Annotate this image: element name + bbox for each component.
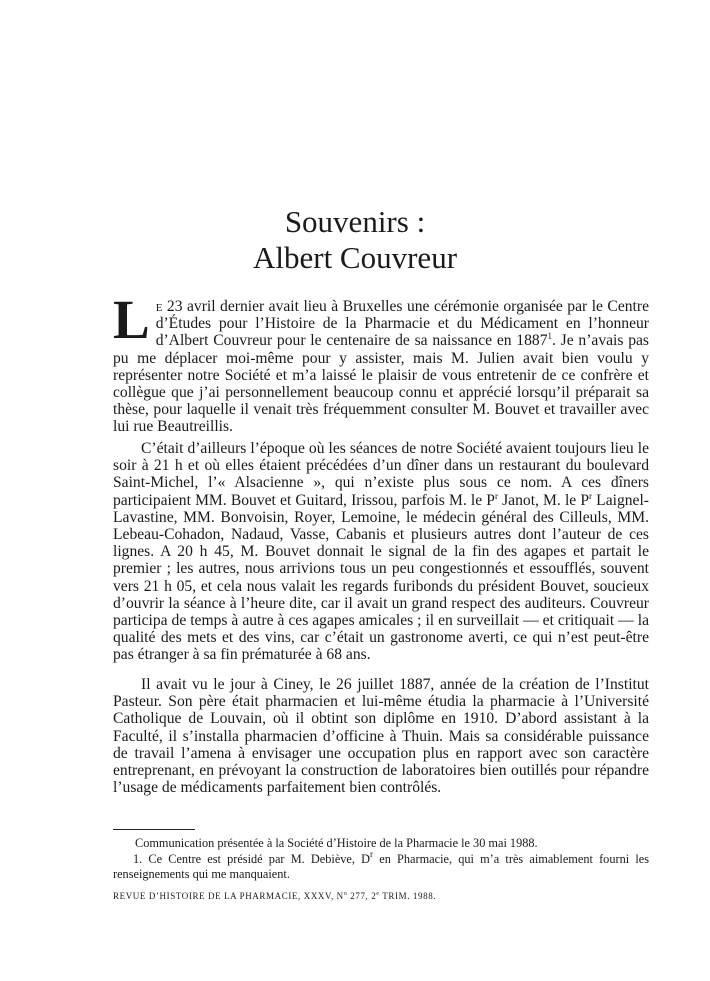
- journal-text-c: TRIM. 1988.: [379, 891, 437, 901]
- journal-text-b: 277, 2: [347, 891, 377, 901]
- superscript: r: [589, 490, 593, 501]
- paragraph-1-text-after: . Je n’avais pas pu me déplacer moi-même pour y assister, mais M. Julien avait bien voulu y représenter notre Société et m’a laissé le plaisir de vous entretenir de ce confrère et collègue que j’ai personnellement beaucoup connu et apprécié lorsqu’il préparait sa thèse, pour laquelle il venait très fréquemment consulter M. Bouvet et travailler avec lui rue Beautreillis.: [113, 332, 649, 436]
- paragraph-2: [113, 440, 649, 664]
- paragraph-3: [113, 676, 649, 796]
- paragraph-1-text: 23 avril dernier avait lieu à Bruxelles une cérémonie organisée par le Centre d’Études pour l’Histoire de la Pharmacie et du Médicament en l’honneur d’Albert Couvreur pour le centenaire de sa naissance en 1887: [155, 298, 649, 350]
- journal-text-a: REVUE D’HISTOIRE DE LA PHARMACIE, XXXV, N: [113, 891, 344, 901]
- paragraph-2-text-b: Janot, M. le P: [497, 491, 590, 509]
- paragraph-2-text-c: Laignel-Lavastine, MM. Bonvoisin, Royer, Lemoine, le médecin général des Cilleuls, MM. Lebeau-Cohadon, Nadaud, Vasse, Cabanis et plusieurs autres dont l’auteur de ces lignes. A 20 h 45, M. Bouvet donnait le signal de la fin des agapes et partait le premier ; les autres, nous arrivions tous un peu congestionnés et essoufflés, souvent vers 21 h 05, et cela nous valait les regards furibonds du président Bouvet, soucieux d’ouvrir la séance à l’heure dite, car il avait un grand respect des auditeurs. Couvreur participa de temps à autre à ces agapes amicales ; il en surveillait — et critiquait — la qualité des mets et des vins, car c’était un gastronome averti, ce qui n’est peut-être pas étranger à sa fin prématurée à 68 ans.: [113, 491, 649, 664]
- footnote-1: [113, 849, 649, 881]
- superscript: r: [494, 490, 498, 501]
- superscript: o: [343, 891, 348, 897]
- journal-citation: [113, 891, 436, 901]
- footnote-divider: [113, 829, 195, 830]
- footnote-communication: Communication présentée à la Société d’Histoire de la Pharmacie le 30 mai 1988.: [135, 836, 538, 850]
- paragraph-3-text: Il avait vu le jour à Ciney, le 26 juillet 1887, année de la création de l’Institut Pasteur. Son père était pharmacien et lui-même étudia la pharmacie à l’Université Catholique de Louvain, où il obtint son diplôme en 1910. D’abord assistant à la Faculté, il s’installa pharmacien d’officine à Thuin. Mais sa considérable puissance de travail l’amena à envisager une occupation plus en rapport avec son caractère entreprenant, en prévoyant la construction de laboratoires bien outillés pour répandre l’usage de médicaments parfaitement bien contrôlés.: [113, 676, 649, 797]
- footnote-1-text-b: en Pharmacie, qui m’a très aimablement fourni les renseignements qui me manquaient.: [113, 852, 649, 881]
- article-title-line-2: Albert Couvreur: [252, 240, 458, 275]
- paragraph-2-text-a: C’était d’ailleurs l’époque où les séances de notre Société avaient toujours lieu le soir à 21 h et où elles étaient précédées d’un dîner dans un restaurant du boulevard Saint-Michel, l’« Alsacienne », qui n’existe plus sous ce nom. A ces dîners participaient MM. Bouvet et Guitard, Irissou, parfois M. le P: [113, 440, 649, 509]
- paragraph-1: [113, 289, 649, 436]
- superscript: e: [376, 891, 380, 897]
- footnote-ref-1: 1: [547, 331, 552, 342]
- drop-cap: L: [113, 289, 150, 350]
- small-caps-start: e: [155, 298, 163, 315]
- footnote-1-text-a: 1. Ce Centre est présidé par M. Debiève, D: [133, 852, 371, 866]
- superscript: r: [370, 849, 374, 859]
- article-title-line-1: Souvenirs :: [284, 204, 426, 239]
